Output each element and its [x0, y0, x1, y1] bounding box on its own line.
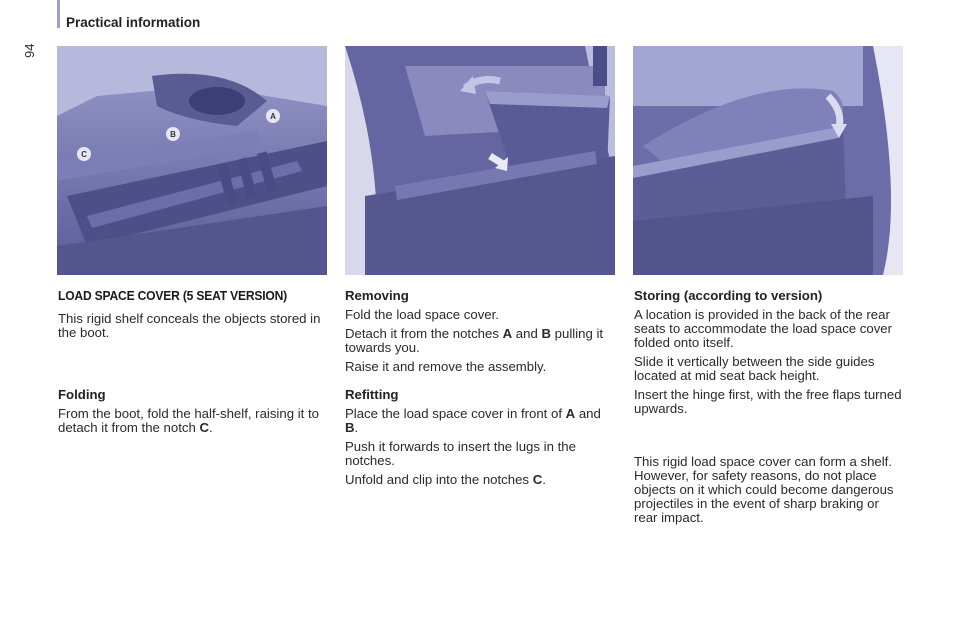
- removing-step-3: Raise it and remove the assembly.: [345, 359, 547, 374]
- photo-removing-cover: [345, 46, 615, 275]
- refitting-section: [345, 388, 615, 487]
- callout-c: C: [81, 150, 87, 159]
- folding-text: From the boot, fold the half-shelf, raising it to detach it from the notch C.: [58, 406, 319, 435]
- storing-p2: Slide it vertically between the side guides located at mid seat back height.: [634, 354, 875, 383]
- callout-b: B: [170, 130, 176, 139]
- storing-title: Storing (according to version): [634, 288, 823, 303]
- photo-storing-cover: [633, 46, 903, 275]
- main-heading: LOAD SPACE COVER (5 SEAT VERSION): [58, 289, 288, 303]
- refitting-step-2: Push it forwards to insert the lugs in the notches.: [345, 439, 576, 468]
- removing-section: [345, 289, 615, 374]
- refitting-step-3: Unfold and clip into the notches C.: [345, 472, 546, 487]
- page-number: 94: [22, 43, 37, 58]
- storing-p3: Insert the hinge first, with the free flaps turned upwards.: [634, 387, 902, 416]
- folding-section: [58, 388, 328, 435]
- intro-text: This rigid shelf conceals the objects stored in the boot.: [58, 311, 321, 340]
- section-title: Practical information: [66, 15, 201, 30]
- refitting-step-1: Place the load space cover in front of A and B.: [345, 406, 601, 435]
- storing-section: [634, 289, 906, 416]
- safety-note: [634, 455, 896, 525]
- removing-step-2: Detach it from the notches A and B pulling it towards you.: [345, 326, 604, 355]
- callout-a: A: [270, 112, 276, 121]
- folding-title: Folding: [58, 387, 106, 402]
- refitting-title: Refitting: [345, 387, 399, 402]
- photo-boot-notches: [57, 46, 327, 275]
- removing-title: Removing: [345, 288, 409, 303]
- safety-note-text: This rigid load space cover can form a shelf. However, for safety reasons, do not place objects on it which could become dangerous projectiles in the event of sharp braking or rear impact.: [634, 454, 894, 525]
- header-accent-bar: [57, 0, 60, 28]
- intro-block: [58, 312, 328, 340]
- removing-step-1: Fold the load space cover.: [345, 307, 499, 322]
- storing-p1: A location is provided in the back of the rear seats to accommodate the load space cover folded onto itself.: [634, 307, 893, 350]
